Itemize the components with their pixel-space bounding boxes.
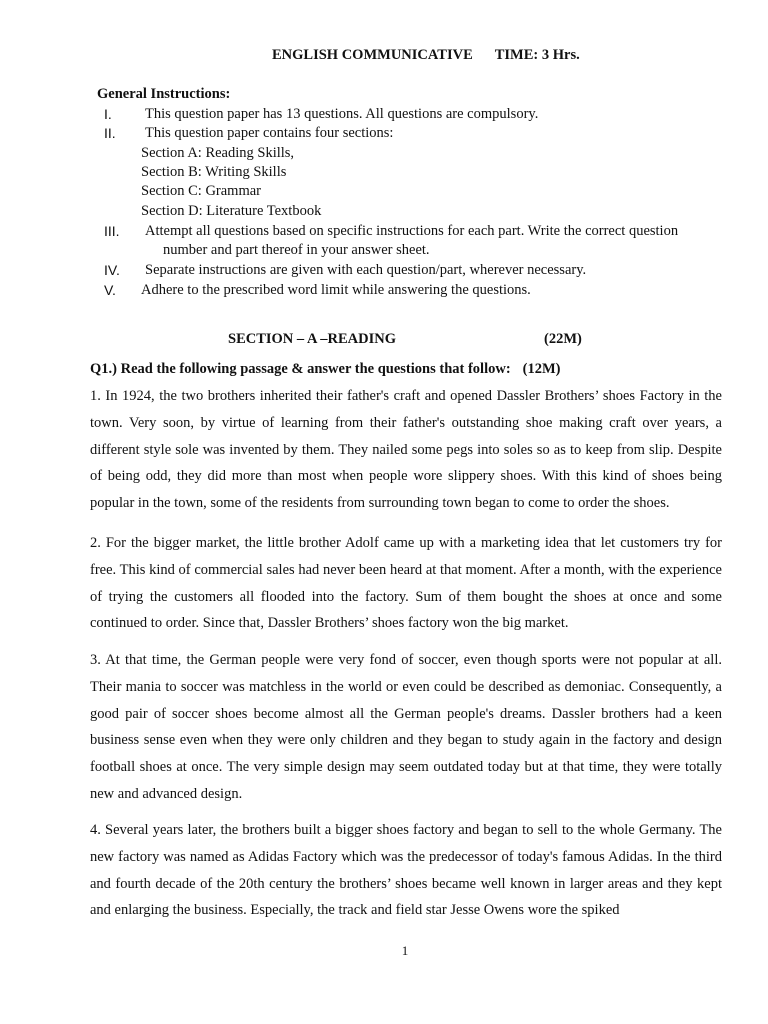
instruction-number: II. [104,125,116,141]
passage-paragraph: 1. In 1924, the two brothers inherited their father's craft and opened Dassler Brothers’ shoes Factory in the town. Very soon, by virtue of learning from their father's outstanding shoe making craft over years, a different style sole was invented by them. They nailed some pegs into soles so as to keep from slip. Despite of being odd, they did more than most when people wore slippery shoes. With this kind of shoes being popular in the town, some of the residents from surrounding town began to come to order the shoes. [90,388,722,512]
instruction-text: Separate instructions are given with each question/part, wherever necessary. [145,262,587,278]
instruction-number: I. [104,106,112,122]
passage-paragraph: 2. For the bigger market, the little brother Adolf came up with a marketing idea that let customers try for free. This kind of commercial sales had never been heard at that moment. After a month, with the experience of trying the customers all flooded into the factory. Sum of them bought the shoes at once and some continued to order. Since that, Dassler Brothers’ shoes factory won the big market. [90,535,722,632]
page-number: 1 [401,943,409,958]
instruction-text: Adhere to the prescribed word limit while answering the questions. [141,282,531,298]
question-marks: (12M) [522,361,561,377]
question-heading [90,361,561,378]
instruction-text: Attempt all questions based on specific instructions for each part. Write the correct question [145,223,679,239]
instruction-number: IV. [104,262,120,278]
section-title: SECTION – A –READING [228,331,396,347]
passage-paragraph: 4. Several years later, the brothers built a bigger shoes factory and began to sell to the whole Germany. The new factory was named as Adidas Factory which was the predecessor of today's famous Adidas. In the third and fourth decade of the 20th century the brothers’ shoes became well known in larger areas and they kept and enlarging the business. Especially, the track and field star Jesse Owens wore the spiked [90,822,722,919]
instruction-text: This question paper has 13 questions. All questions are compulsory. [145,106,539,122]
instruction-number: III. [104,223,120,239]
section-list-item: Section D: Literature Textbook [141,203,322,219]
instruction-text: number and part thereof in your answer sheet. [163,242,430,258]
instruction-text: This question paper contains four sections: [145,125,394,141]
passage-paragraph: 3. At that time, the German people were very fond of soccer, even though sports were not popular at all. Their mania to soccer was matchless in the world or even could be described as demoniac. Consequently, a good pair of soccer shoes become almost all the German people's dreams. Dassler brothers had a keen business sense even when they were only children and they began to study again in the factory and design football shoes at once. The very simple design may seem outdated today but at that time, they were totally new and advanced design. [90,652,722,802]
instruction-number: V. [104,282,116,298]
section-list-item: Section A: Reading Skills, [141,145,295,161]
section-list-item: Section B: Writing Skills [141,164,287,180]
section-list-item: Section C: Grammar [141,183,262,199]
time-allowed: TIME: 3 Hrs. [494,47,580,63]
general-instructions-title: General Instructions: [97,86,231,102]
section-marks: (22M) [544,331,582,347]
paper-header [272,47,580,64]
question-text: Q1.) Read the following passage & answer the questions that follow: [90,361,511,377]
section-heading [228,331,582,348]
subject-title: ENGLISH COMMUNICATIVE [272,47,473,63]
